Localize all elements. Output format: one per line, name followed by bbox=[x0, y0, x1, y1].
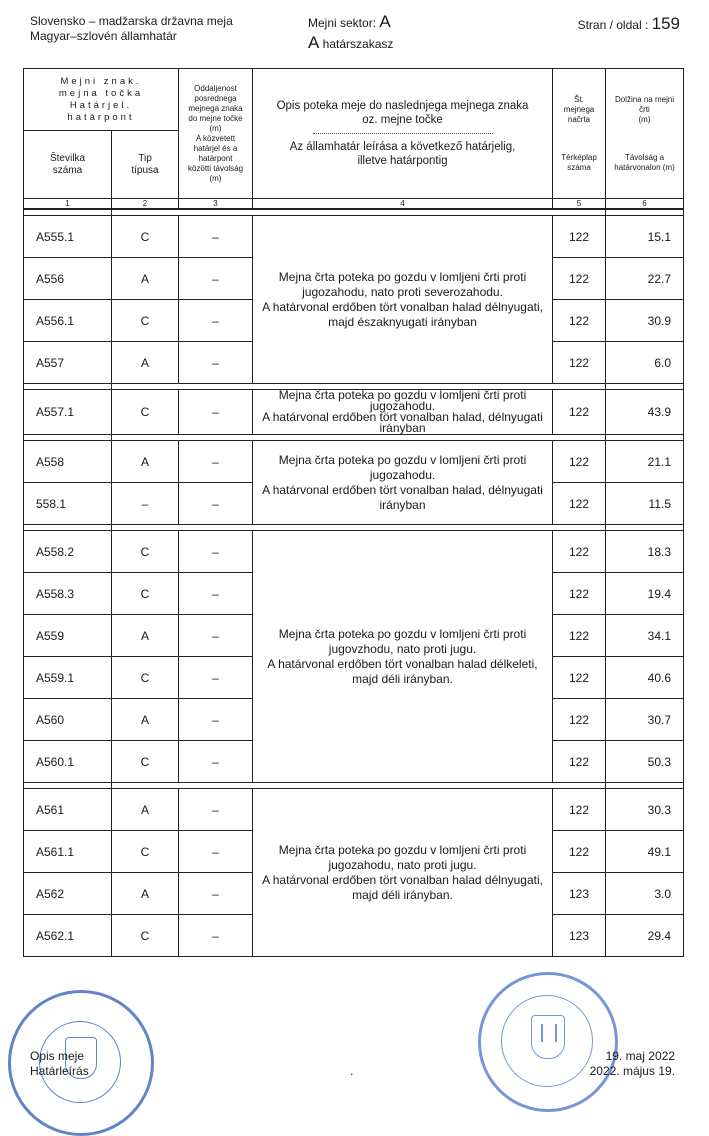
footer-doc-type-hu: Határleírás bbox=[30, 1064, 89, 1078]
table-row: 558.1 – – 122 11.5 bbox=[24, 483, 684, 525]
border-title-sl: Slovensko – madžarska državna meja bbox=[30, 14, 233, 28]
table-row: A562.1 C – 123 29.4 bbox=[24, 915, 684, 957]
boundary-table bbox=[23, 68, 684, 957]
footer-date-sl: 19. maj 2022 bbox=[605, 1049, 675, 1063]
col-description-header: Opis poteka meje do naslednjega mejnega znaka oz. mejne točke Az államhatár leírása a következő határjelig, illetve határpontig bbox=[253, 69, 553, 199]
table-row: A562 A – 123 3.0 bbox=[24, 873, 684, 915]
page-label: Stran / oldal : bbox=[577, 18, 652, 32]
sector-heading bbox=[308, 14, 393, 52]
col-map-sheet-header: Št. mejnega načrta Térképlap száma bbox=[553, 69, 606, 199]
sector-label-hu: határszakasz bbox=[319, 37, 394, 51]
table-row: A555.1 C – Mejna črta poteka po gozdu v lomljeni črti proti jugozahodu, nato proti severozahodu. A határvonal erdőben tört vonalban halad délnyugati, majd északnyugati irányban 122 15.1 bbox=[24, 216, 684, 258]
description-group-5: Mejna črta poteka po gozdu v lomljeni črti proti jugozahodu, nato proti jugu. A határvonal erdőben tört vonalban halad délnyugati, majd déli irányban. bbox=[253, 789, 553, 957]
table-row: A558.3 C – 122 19.4 bbox=[24, 573, 684, 615]
description-group-4: Mejna črta poteka po gozdu v lomljeni črti proti jugovzhodu, nato proti jugu. A határvonal erdőben tört vonalban halad délkeleti, majd déli irányban. bbox=[253, 531, 553, 783]
footer-mark: . bbox=[350, 1064, 354, 1078]
coat-of-arms-icon bbox=[531, 1015, 565, 1059]
footer-doc-type-sl: Opis meje bbox=[30, 1049, 85, 1063]
commission-seal-right bbox=[478, 972, 618, 1112]
description-group-3: Mejna črta poteka po gozdu v lomljeni črti proti jugozahodu. A határvonal erdőben tört vonalban halad, délnyugati irányban bbox=[253, 441, 553, 525]
table-row: A560 A – 122 30.7 bbox=[24, 699, 684, 741]
footer-left bbox=[30, 1049, 89, 1079]
table-row: A559 A – 122 34.1 bbox=[24, 615, 684, 657]
table-row: A560.1 C – 122 50.3 bbox=[24, 741, 684, 783]
footer-date bbox=[590, 1049, 675, 1079]
sector-label-sl: Mejni sektor: bbox=[308, 16, 380, 30]
page-number: 159 bbox=[651, 14, 680, 33]
col-length-header: Dolžina na mejni črti (m) Távolság a határvonalon (m) bbox=[606, 69, 684, 199]
col-number-header: Številka száma bbox=[24, 131, 112, 199]
document-heading bbox=[30, 14, 233, 44]
description-group-1: Mejna črta poteka po gozdu v lomljeni črti proti jugozahodu, nato proti severozahodu. A határvonal erdőben tört vonalban halad délnyugati, majd északnyugati irányban bbox=[253, 216, 553, 384]
table-row: A556 A – 122 22.7 bbox=[24, 258, 684, 300]
table-row: A558 A – Mejna črta poteka po gozdu v lomljeni črti proti jugozahodu. A határvonal erdőben tört vonalban halad, délnyugati irányban 122 21.1 bbox=[24, 441, 684, 483]
description-group-2: Mejna črta poteka po gozdu v lomljeni črti proti jugozahodu. A határvonal erdőben tört vonalban halad, délnyugati irányban bbox=[253, 390, 553, 435]
sector-letter: A bbox=[379, 12, 391, 31]
col-distance-header: Oddaljenost posrednega mejnega znaka do mejne točke (m) A közvetett határjel és a határpont közötti távolság (m) bbox=[179, 69, 253, 199]
footer-date-hu: 2022. május 19. bbox=[589, 1064, 675, 1078]
sector-letter-hu: A bbox=[308, 33, 320, 52]
table-row: A559.1 C – 122 40.6 bbox=[24, 657, 684, 699]
table-row: A557.1 C – Mejna črta poteka po gozdu v lomljeni črti proti jugozahodu. A határvonal erdőben tört vonalban halad, délnyugati irányban 122 43.9 bbox=[24, 390, 684, 435]
border-title-hu: Magyar–szlovén államhatár bbox=[30, 29, 177, 43]
col-boundary-mark-header: Mejni znak. mejna točka Határjel. határpont bbox=[24, 69, 179, 131]
table-row: A561.1 C – 122 49.1 bbox=[24, 831, 684, 873]
table-row: A557 A – 122 6.0 bbox=[24, 342, 684, 384]
page-number-block bbox=[578, 14, 680, 34]
col-type-header: Tip típusa bbox=[112, 131, 179, 199]
table-row: A558.2 C – Mejna črta poteka po gozdu v lomljeni črti proti jugovzhodu, nato proti jugu. A határvonal erdőben tört vonalban halad délkeleti, majd déli irányban. 122 18.3 bbox=[24, 531, 684, 573]
column-number-row: 1 2 3 4 5 6 bbox=[24, 199, 684, 210]
table-row: A556.1 C – 122 30.9 bbox=[24, 300, 684, 342]
table-row: A561 A – Mejna črta poteka po gozdu v lomljeni črti proti jugozahodu, nato proti jugu. A határvonal erdőben tört vonalban halad délnyugati, majd déli irányban. 122 30.3 bbox=[24, 789, 684, 831]
